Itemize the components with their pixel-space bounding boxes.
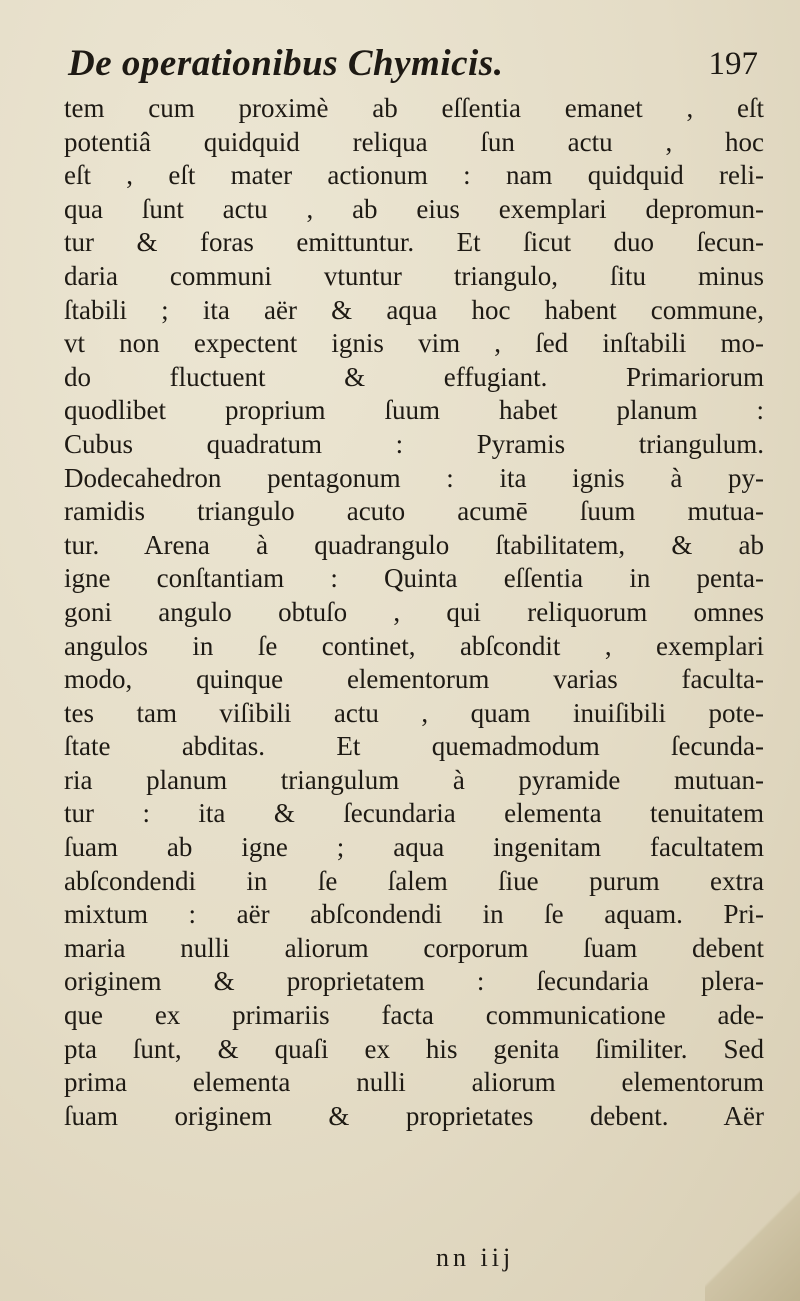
text-line: ſuam originem & proprietates debent. Aër xyxy=(64,1100,764,1131)
page-number: 197 xyxy=(708,46,758,82)
running-head: De operationibus Chymicis. xyxy=(68,43,504,84)
text-line: ramidis triangulo acuto acumē ſuum mutua- xyxy=(64,496,764,527)
text-line: maria nulli aliorum corporum ſuam debent xyxy=(64,932,764,963)
text-line: qua ſunt actu , ab eius exemplari depromun- xyxy=(64,193,764,224)
text-line: tem cum proximè ab eſſentia emanet , eſt xyxy=(64,93,764,123)
text-line: igne conſtantiam : Quinta eſſentia in penta- xyxy=(64,563,764,594)
text-line: modo, quinque elementorum varias faculta- xyxy=(64,664,764,695)
text-line: vt non expectent ignis vim , ſed inſtabili mo- xyxy=(64,328,764,359)
text-line: ſtate abditas. Et quemadmodum ſecunda- xyxy=(64,731,764,762)
text-line: daria communi vtuntur triangulo, ſitu minus xyxy=(64,260,764,291)
text-line: goni angulo obtuſo , qui reliquorum omnes xyxy=(64,596,764,627)
text-line: mixtum : aër abſcondendi in ſe aquam. Pri- xyxy=(64,899,764,930)
text-line: abſcondendi in ſe ſalem ſiue purum extra xyxy=(64,865,764,896)
text-line: prima elementa nulli aliorum elementorum xyxy=(64,1067,764,1098)
text-line: quodlibet proprium ſuum habet planum : xyxy=(64,395,764,426)
text-line: pta ſunt, & quaſi ex his genita ſimiliter. Sed xyxy=(64,1033,764,1064)
text-line: ſuam ab igne ; aqua ingenitam facultatem xyxy=(64,832,764,863)
text-line: tur. Arena à quadrangulo ſtabilitatem, & ab xyxy=(64,529,764,560)
page-header xyxy=(68,38,758,94)
text-line: angulos in ſe continet, abſcondit , exemplari xyxy=(64,630,764,661)
text-line: ria planum triangulum à pyramide mutuan- xyxy=(64,764,764,795)
signature-mark: nn iij xyxy=(436,1243,515,1272)
text-line: tur : ita & ſecundaria elementa tenuitatem xyxy=(64,798,764,829)
text-line: ſtabili ; ita aër & aqua hoc habent commune, xyxy=(64,294,764,325)
body-text xyxy=(64,92,764,1133)
text-line: originem & proprietatem : ſecundaria plera- xyxy=(64,966,764,997)
text-line: que ex primariis facta communicatione ade- xyxy=(64,1000,764,1031)
page-corner-fold xyxy=(705,1181,800,1301)
text-line: do fluctuent & effugiant. Primariorum xyxy=(64,361,764,392)
text-line: tes tam viſibili actu , quam inuiſibili pote- xyxy=(64,697,764,728)
text-line: Dodecahedron pentagonum : ita ignis à py- xyxy=(64,462,764,493)
text-line: Cubus quadratum : Pyramis triangulum. xyxy=(64,428,764,459)
text-line: tur & foras emittuntur. Et ſicut duo ſecun- xyxy=(64,227,764,258)
text-line: potentiâ quidquid reliqua ſun actu , hoc xyxy=(64,126,764,157)
text-line: eſt , eſt mater actionum : nam quidquid reli- xyxy=(64,160,764,191)
